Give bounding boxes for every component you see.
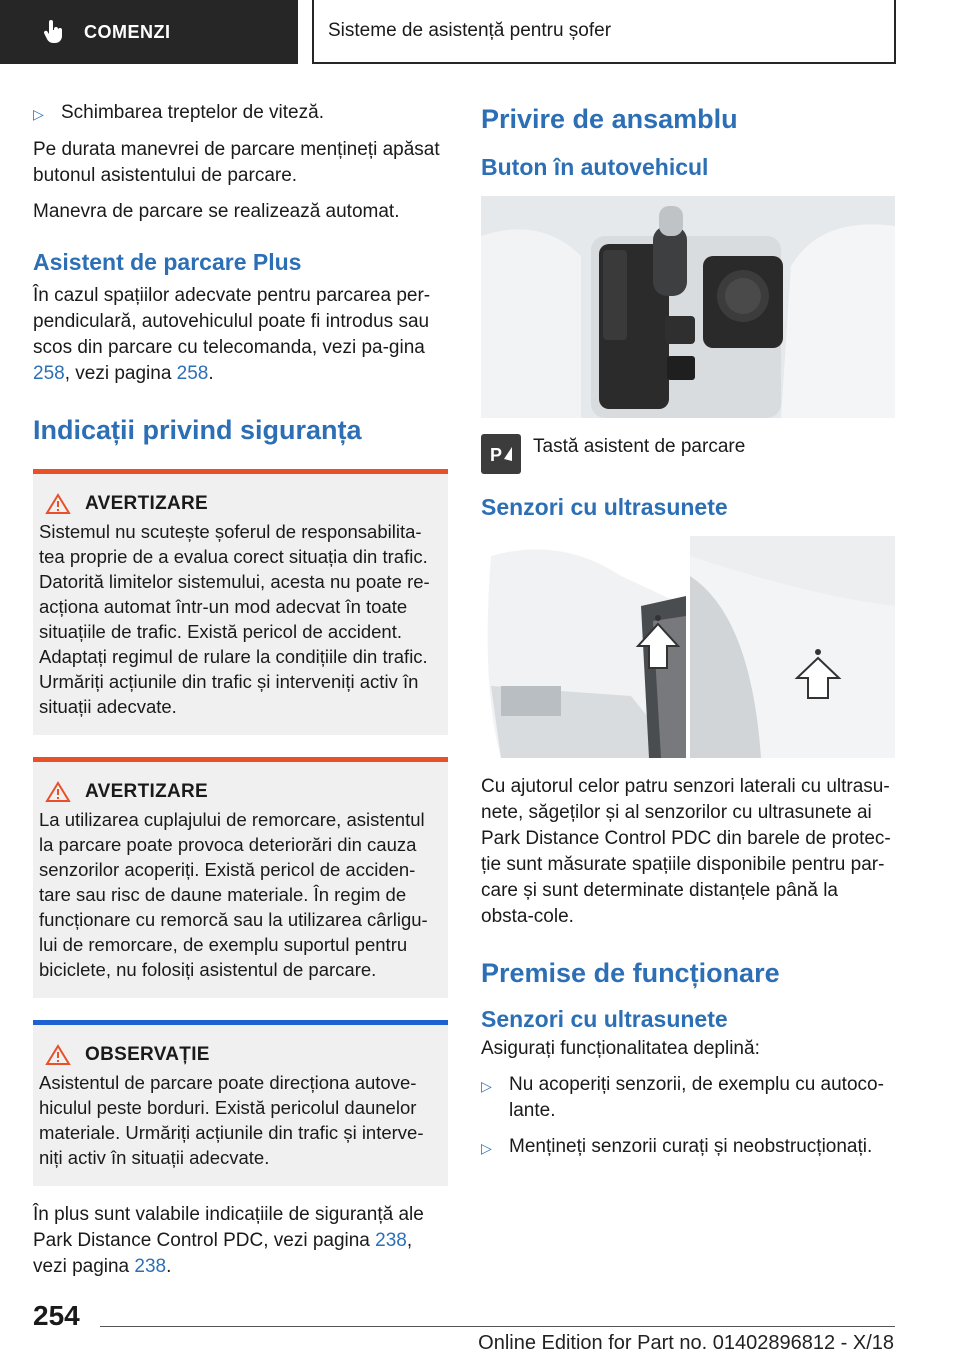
svg-text:P: P xyxy=(490,445,503,465)
list-item: ▷ Nu acoperiți senzorii, de exemplu cu autoco-lante. xyxy=(481,1072,895,1124)
center-console-photo xyxy=(481,196,895,418)
page-link[interactable]: 238 xyxy=(134,1256,167,1277)
paragraph: Pe durata manevrei de parcare mențineți apăsat butonul asistentului de parcare. xyxy=(33,139,440,186)
warning-text: La utilizarea cuplajului de remorcare, asistentul la parcare poate provoca deteriorări din cauza senzorilor acoperiți. Există pericol de acciden-tare sau risc de daune materiale. În regim de funcționare cu remorcă sau la utilizarea cârligu-lui de remorcare, de exemplu suportul pentru biciclete, nu folosiți asistentul de parcare. xyxy=(39,809,428,980)
warning-triangle-icon xyxy=(45,493,71,515)
page-link[interactable]: 258 xyxy=(176,363,209,384)
right-column xyxy=(481,100,895,1171)
warning-title: AVERTIZARE xyxy=(85,781,208,802)
page-number: 254 xyxy=(33,1300,80,1331)
warning-triangle-icon xyxy=(45,781,71,803)
chapter-tab xyxy=(0,0,298,64)
heading-parking-plus: Asistent de parcare Plus xyxy=(33,249,302,275)
note-text: Asistentul de parcare poate direcționa autove-hiculul peste borduri. Există pericolul daunelor materiale. Urmăriți acțiunile din trafic și interve-niți activ în situații adecvate. xyxy=(39,1072,424,1168)
list-item: ▷ Schimbarea treptelor de viteză. xyxy=(33,100,448,127)
page-link[interactable]: 258 xyxy=(33,363,65,384)
triangle-bullet-icon: ▷ xyxy=(33,106,44,122)
paragraph: În cazul spațiilor adecvate pentru parcarea per-pendiculară, autovehiculul poate fi introdus sau scos din parcare cu telecomanda, vezi pa-gina 258, vezi pagina 258. xyxy=(33,285,431,384)
warning-triangle-icon xyxy=(45,1044,71,1066)
warning-title: AVERTIZARE xyxy=(85,493,208,514)
note-box xyxy=(33,1020,448,1186)
triangle-bullet-icon: ▷ xyxy=(481,1078,492,1094)
edition-text: Online Edition for Part no. 01402896812 - X/18 xyxy=(478,1332,894,1354)
chapter-label: COMENZI xyxy=(84,21,171,42)
footer-divider xyxy=(100,1326,895,1327)
heading-button: Buton în autovehicul xyxy=(481,154,709,180)
heading-sensors-2: Senzori cu ultrasunete xyxy=(481,1006,728,1032)
paragraph: Manevra de parcare se realizează automat. xyxy=(33,201,400,222)
heading-safety: Indicații privind siguranța xyxy=(33,415,362,445)
ultrasonic-sensors-photo xyxy=(481,536,895,758)
warning-box xyxy=(33,469,448,735)
paragraph: Cu ajutorul celor patru senzori laterali cu ultrasu-nete, săgeților și al senzorilor cu ultrasunete ai Park Distance Control PDC din barele de protec-ție sunt măsurate spațiile disponibile pentru par-care și sunt determinate distanțele până la obsta-cole. xyxy=(481,776,891,927)
triangle-bullet-icon: ▷ xyxy=(481,1140,492,1156)
heading-sensors: Senzori cu ultrasunete xyxy=(481,494,728,520)
left-column xyxy=(33,100,448,1290)
figure-caption: P Tastă asistent de parcare xyxy=(481,434,895,474)
hand-pointer-icon xyxy=(44,20,64,44)
heading-overview: Privire de ansamblu xyxy=(481,104,738,134)
note-title: OBSERVAȚIE xyxy=(85,1044,210,1065)
warning-box xyxy=(33,757,448,998)
heading-prerequisites: Premise de funcționare xyxy=(481,958,780,988)
section-title: Sisteme de asistență pentru șofer xyxy=(312,0,896,64)
warning-text: Sistemul nu scutește șoferul de responsabilita-tea proprie de a evalua corect situația din trafic. Datorită limitelor sistemului, acesta nu poate re-acționa automat într-un mod adecvat în toate situațiile de trafic. Există pericol de accident. Adaptați regimul de rulare la condițiile din trafic. Urmăriți acțiunile din trafic și interveniți activ în situații adecvate. xyxy=(39,521,430,717)
parking-assistant-icon xyxy=(481,434,521,474)
paragraph: Asigurați funcționalitatea deplină: xyxy=(481,1038,760,1059)
paragraph: În plus sunt valabile indicațiile de siguranță ale Park Distance Control PDC, vezi pagina 238, vezi pagina 238. xyxy=(33,1204,424,1277)
list-item: ▷ Mențineți senzorii curați și neobstrucționați. xyxy=(481,1134,895,1161)
page-link[interactable]: 238 xyxy=(375,1230,407,1251)
